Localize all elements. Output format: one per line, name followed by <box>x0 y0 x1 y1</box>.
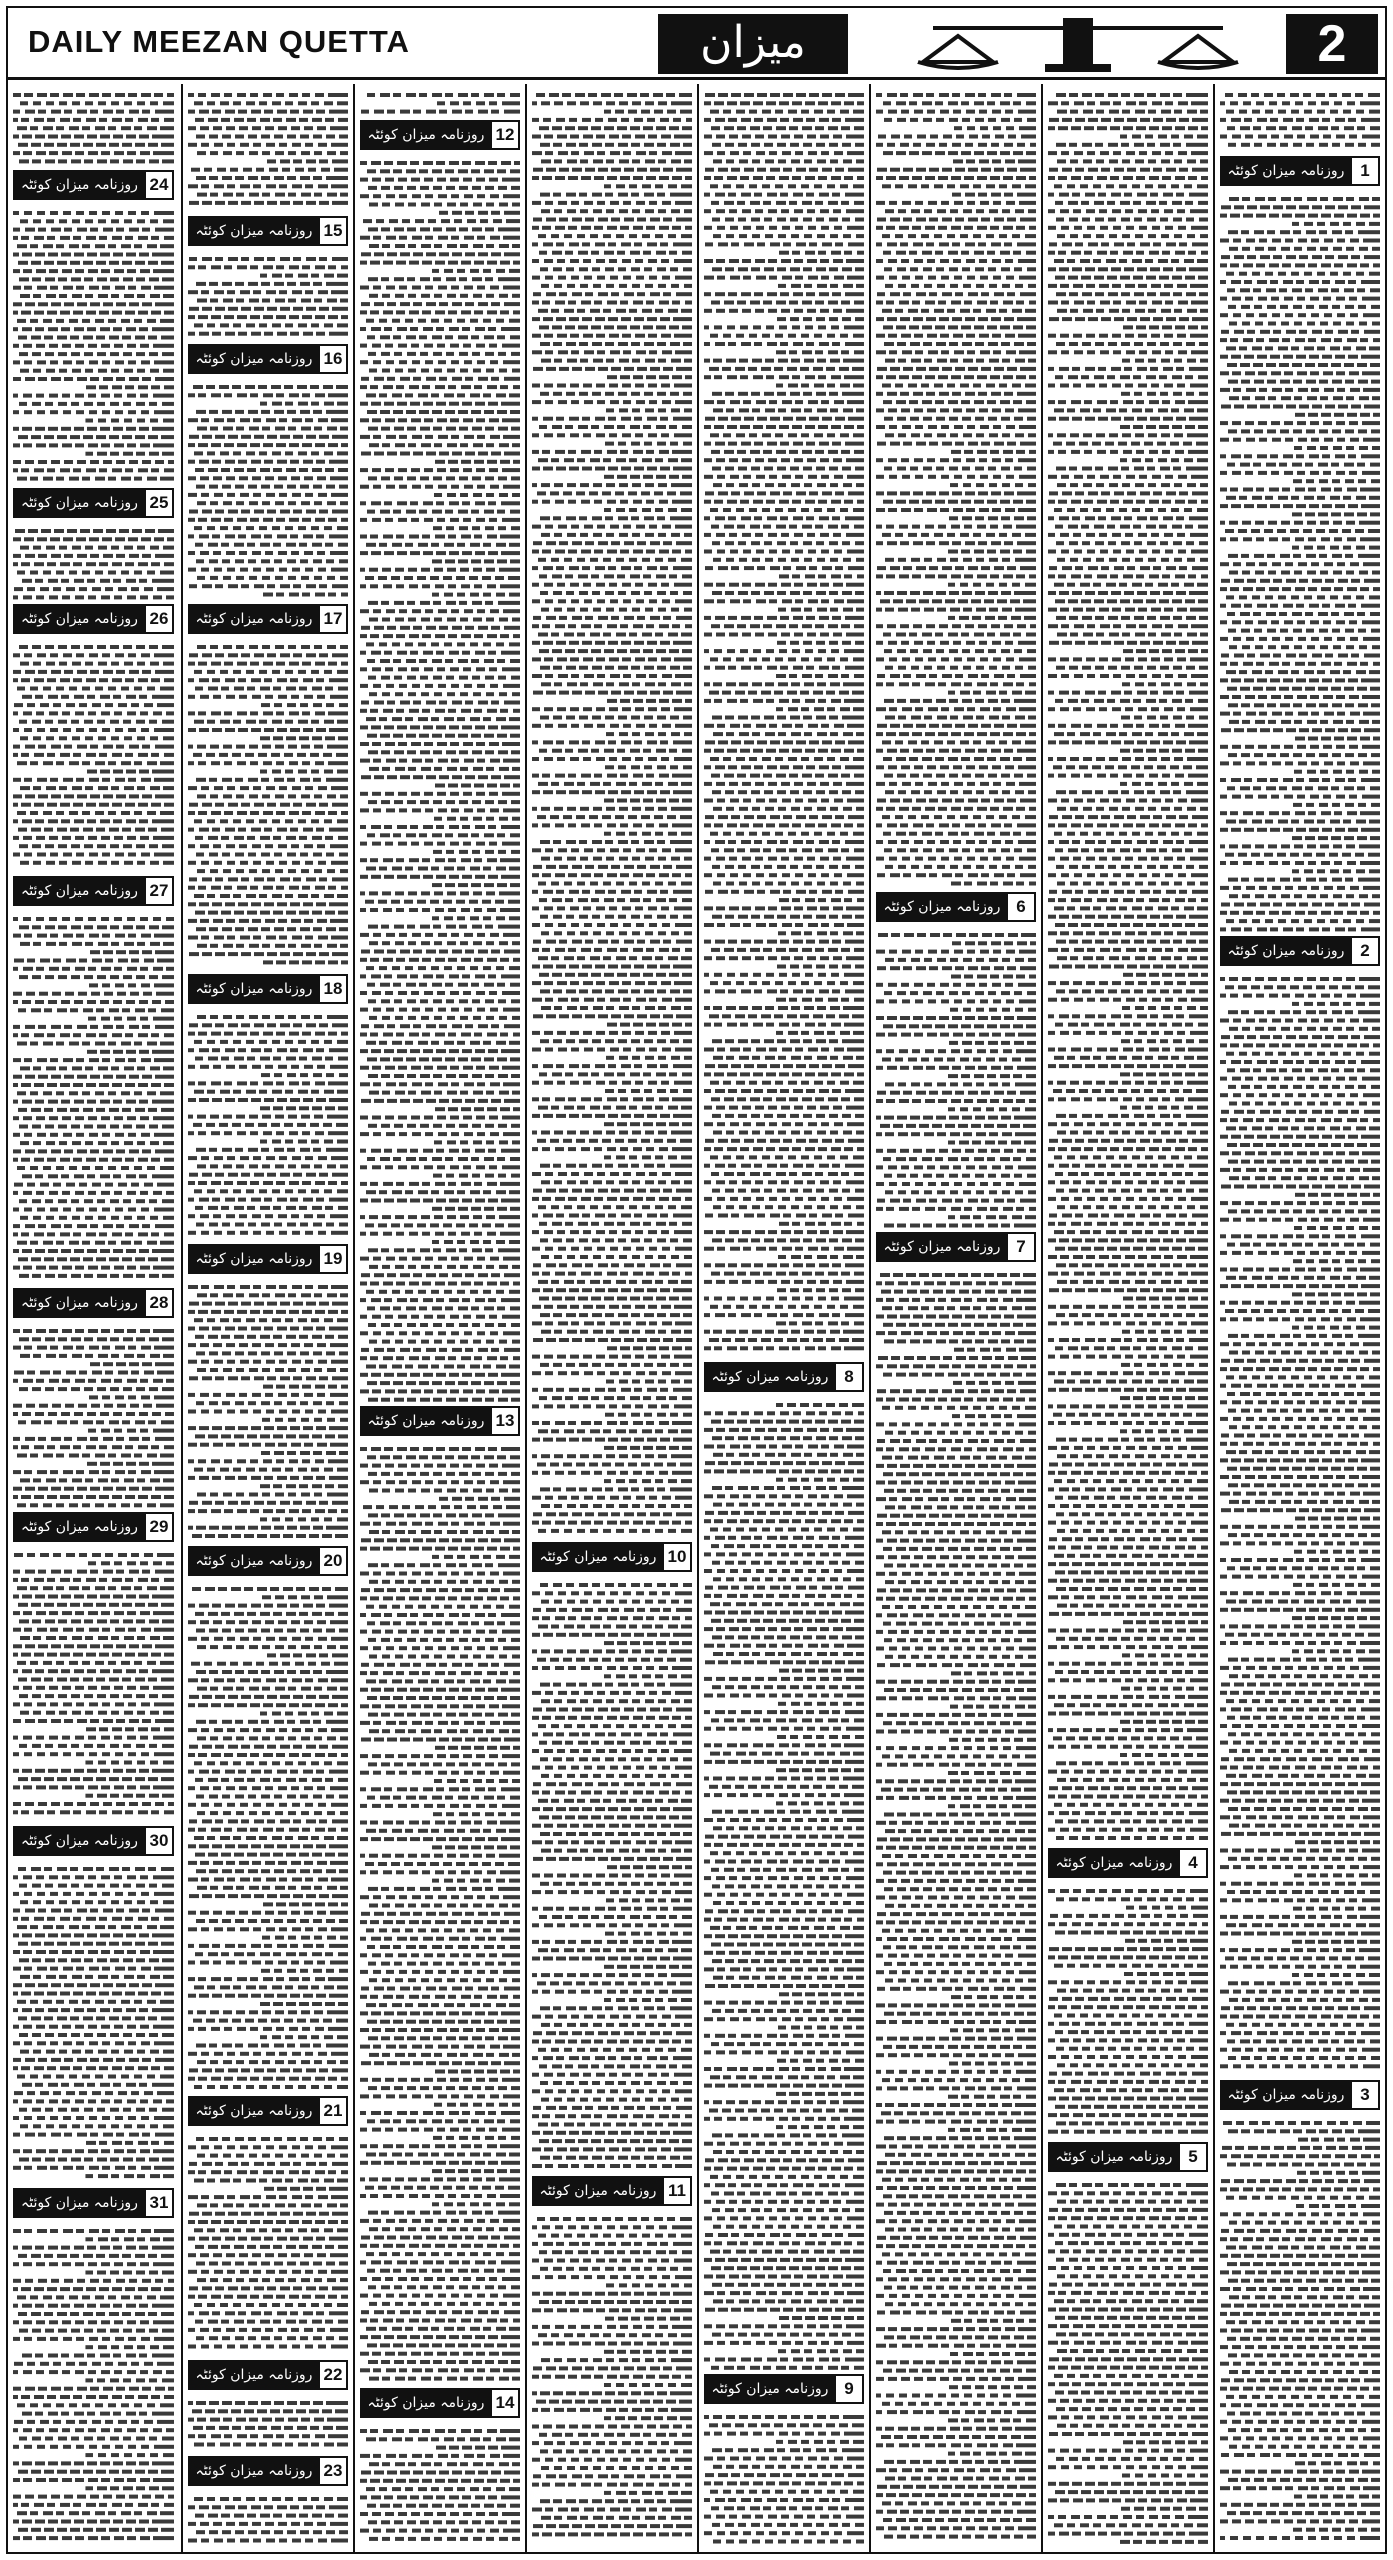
story-label: روزنامہ میزان کوئٹہ <box>190 1246 318 1272</box>
story-number: 28 <box>144 1290 172 1316</box>
article-text <box>360 88 520 116</box>
story-label: روزنامہ میزان کوئٹہ <box>1050 1850 1178 1876</box>
story-label: روزنامہ میزان کوئٹہ <box>706 2376 834 2402</box>
text-lines-graphic <box>13 1324 174 1508</box>
article-text <box>13 912 174 1284</box>
story-header <box>13 604 174 634</box>
story-label: روزنامہ میزان کوئٹہ <box>15 1828 144 1854</box>
story-header <box>13 1288 174 1318</box>
column-8 <box>1213 84 1385 2552</box>
text-lines-graphic <box>704 88 864 1358</box>
story-number: 31 <box>144 2190 172 2216</box>
article-text <box>876 928 1036 1228</box>
article-text <box>532 1578 692 2172</box>
article-text <box>1220 972 1380 2076</box>
story-header <box>1048 1848 1208 1878</box>
story-header <box>1220 936 1380 966</box>
text-lines-graphic <box>704 2410 864 2544</box>
story-header <box>188 344 348 374</box>
story-number: 11 <box>662 2178 690 2204</box>
story-header <box>188 1244 348 1274</box>
story-label: روزنامہ میزان کوئٹہ <box>1222 2082 1350 2108</box>
text-lines-graphic <box>13 640 174 872</box>
story-header <box>188 216 348 246</box>
story-label: روزنامہ میزان کوئٹہ <box>15 172 144 198</box>
article-text <box>188 2492 348 2544</box>
text-lines-graphic <box>188 88 348 212</box>
article-text <box>188 640 348 970</box>
text-lines-graphic <box>532 2212 692 2544</box>
story-header <box>13 488 174 518</box>
text-lines-graphic <box>360 156 520 1402</box>
story-header <box>704 1362 864 1392</box>
story-number: 4 <box>1178 1850 1206 1876</box>
newspaper-title: DAILY MEEZAN QUETTA <box>28 24 410 60</box>
text-lines-graphic <box>876 1268 1036 2544</box>
story-number: 12 <box>490 122 518 148</box>
story-number: 13 <box>490 1408 518 1434</box>
article-text <box>1220 88 1380 152</box>
text-lines-graphic <box>188 2132 348 2356</box>
story-number: 19 <box>318 1246 346 1272</box>
story-header <box>532 2176 692 2206</box>
story-header <box>13 2188 174 2218</box>
story-label: روزنامہ میزان کوئٹہ <box>15 1514 144 1540</box>
text-lines-graphic <box>1220 972 1380 2076</box>
story-label: روزنامہ میزان کوئٹہ <box>362 1408 490 1434</box>
story-header <box>13 1512 174 1542</box>
article-text <box>360 156 520 1402</box>
story-label: روزنامہ میزان کوئٹہ <box>190 2458 318 2484</box>
story-header <box>704 2374 864 2404</box>
text-lines-graphic <box>360 2424 520 2544</box>
story-label: روزنامہ میزان کوئٹہ <box>190 1548 318 1574</box>
article-text <box>188 380 348 600</box>
text-lines-graphic <box>360 88 520 116</box>
story-number: 27 <box>144 878 172 904</box>
story-number: 14 <box>490 2390 518 2416</box>
text-lines-graphic <box>188 380 348 600</box>
story-header <box>188 974 348 1004</box>
story-label: روزنامہ میزان کوئٹہ <box>15 878 144 904</box>
story-label: روزنامہ میزان کوئٹہ <box>1222 158 1350 184</box>
story-label: روزنامہ میزان کوئٹہ <box>190 976 318 1002</box>
article-text <box>13 640 174 872</box>
text-lines-graphic <box>876 928 1036 1228</box>
article-text <box>876 1268 1036 2544</box>
story-number: 16 <box>318 346 346 372</box>
story-header <box>13 876 174 906</box>
text-lines-graphic <box>13 2224 174 2544</box>
story-label: روزنامہ میزان کوئٹہ <box>534 2178 662 2204</box>
story-number: 29 <box>144 1514 172 1540</box>
column-7 <box>1041 84 1213 2552</box>
scales-of-justice-icon <box>913 14 1243 74</box>
article-text <box>360 2424 520 2544</box>
text-lines-graphic <box>188 1582 348 2092</box>
story-number: 17 <box>318 606 346 632</box>
article-text <box>13 1862 174 2184</box>
story-number: 7 <box>1006 1234 1034 1260</box>
story-number: 1 <box>1350 158 1378 184</box>
text-lines-graphic <box>188 2396 348 2452</box>
text-lines-graphic <box>188 1010 348 1240</box>
article-text <box>188 1582 348 2092</box>
story-number: 9 <box>834 2376 862 2402</box>
text-lines-graphic <box>1220 88 1380 152</box>
story-number: 3 <box>1350 2082 1378 2108</box>
article-text <box>1048 88 1208 1844</box>
article-text <box>1220 192 1380 932</box>
column-4 <box>525 84 697 2552</box>
text-lines-graphic <box>532 1578 692 2172</box>
article-text <box>13 1324 174 1508</box>
masthead <box>8 8 1385 80</box>
text-lines-graphic <box>13 1862 174 2184</box>
column-5 <box>697 84 869 2552</box>
article-text <box>704 2410 864 2544</box>
story-header <box>188 2360 348 2390</box>
story-number: 6 <box>1006 894 1034 920</box>
story-header <box>13 1826 174 1856</box>
story-number: 18 <box>318 976 346 1002</box>
text-lines-graphic <box>13 206 174 484</box>
story-label: روزنامہ میزان کوئٹہ <box>190 606 318 632</box>
story-label: روزنامہ میزان کوئٹہ <box>706 1364 834 1390</box>
article-text <box>13 524 174 600</box>
article-text <box>704 88 864 1358</box>
text-lines-graphic <box>13 912 174 1284</box>
page-number: 2 <box>1286 14 1378 74</box>
text-lines-graphic <box>188 2492 348 2544</box>
story-number: 30 <box>144 1828 172 1854</box>
story-label: روزنامہ میزان کوئٹہ <box>1050 2144 1178 2170</box>
story-label: روزنامہ میزان کوئٹہ <box>1222 938 1350 964</box>
column-6 <box>869 84 1041 2552</box>
article-text <box>360 1442 520 2384</box>
text-lines-graphic <box>704 1398 864 2370</box>
story-number: 26 <box>144 606 172 632</box>
text-lines-graphic <box>13 1548 174 1822</box>
newspaper-page <box>6 6 1387 2554</box>
story-label: روزنامہ میزان کوئٹہ <box>362 122 490 148</box>
story-number: 23 <box>318 2458 346 2484</box>
column-3 <box>353 84 525 2552</box>
story-number: 15 <box>318 218 346 244</box>
story-label: روزنامہ میزان کوئٹہ <box>878 1234 1006 1260</box>
meezan-logo: میزان <box>658 14 848 74</box>
story-label: روزنامہ میزان کوئٹہ <box>190 2362 318 2388</box>
story-label: روزنامہ میزان کوئٹہ <box>534 1544 662 1570</box>
article-text <box>532 88 692 1538</box>
story-number: 25 <box>144 490 172 516</box>
article-text <box>188 88 348 212</box>
article-text <box>1220 2116 1380 2544</box>
article-text <box>13 2224 174 2544</box>
story-label: روزنامہ میزان کوئٹہ <box>15 490 144 516</box>
story-header <box>188 2096 348 2126</box>
story-label: روزنامہ میزان کوئٹہ <box>15 1290 144 1316</box>
story-header <box>1220 156 1380 186</box>
story-number: 21 <box>318 2098 346 2124</box>
story-header <box>1220 2080 1380 2110</box>
story-label: روزنامہ میزان کوئٹہ <box>362 2390 490 2416</box>
story-label: روزنامہ میزان کوئٹہ <box>15 2190 144 2216</box>
story-number: 20 <box>318 1548 346 1574</box>
article-text <box>532 2212 692 2544</box>
article-text <box>13 1548 174 1822</box>
text-lines-graphic <box>1048 2178 1208 2544</box>
text-lines-graphic <box>13 524 174 600</box>
article-text <box>188 2132 348 2356</box>
column-1 <box>8 84 181 2552</box>
article-text <box>188 2396 348 2452</box>
article-text <box>704 1398 864 2370</box>
story-label: روزنامہ میزان کوئٹہ <box>878 894 1006 920</box>
text-lines-graphic <box>876 88 1036 888</box>
story-header <box>532 1542 692 1572</box>
text-lines-graphic <box>1048 88 1208 1844</box>
story-header <box>360 1406 520 1436</box>
story-label: روزنامہ میزان کوئٹہ <box>15 606 144 632</box>
story-number: 24 <box>144 172 172 198</box>
story-header <box>360 120 520 150</box>
text-lines-graphic <box>188 640 348 970</box>
story-number: 10 <box>662 1544 690 1570</box>
story-header <box>876 892 1036 922</box>
text-lines-graphic <box>13 88 174 166</box>
story-number: 22 <box>318 2362 346 2388</box>
story-header <box>360 2388 520 2418</box>
story-header <box>188 1546 348 1576</box>
text-lines-graphic <box>360 1442 520 2384</box>
story-label: روزنامہ میزان کوئٹہ <box>190 218 318 244</box>
article-text <box>1048 1884 1208 2138</box>
text-lines-graphic <box>188 1280 348 1542</box>
story-header <box>188 2456 348 2486</box>
article-text <box>1048 2178 1208 2544</box>
text-lines-graphic <box>1220 2116 1380 2544</box>
story-number: 2 <box>1350 938 1378 964</box>
article-text <box>13 206 174 484</box>
article-text <box>876 88 1036 888</box>
article-text <box>188 252 348 340</box>
column-2 <box>181 84 353 2552</box>
story-label: روزنامہ میزان کوئٹہ <box>190 346 318 372</box>
story-header <box>876 1232 1036 1262</box>
story-label: روزنامہ میزان کوئٹہ <box>190 2098 318 2124</box>
text-lines-graphic <box>1220 192 1380 932</box>
text-lines-graphic <box>1048 1884 1208 2138</box>
article-text <box>188 1010 348 1240</box>
story-header <box>13 170 174 200</box>
article-text <box>188 1280 348 1542</box>
article-text <box>13 88 174 166</box>
text-lines-graphic <box>532 88 692 1538</box>
story-header <box>188 604 348 634</box>
story-number: 5 <box>1178 2144 1206 2170</box>
columns-area <box>8 84 1385 2552</box>
story-number: 8 <box>834 1364 862 1390</box>
text-lines-graphic <box>188 252 348 340</box>
story-header <box>1048 2142 1208 2172</box>
